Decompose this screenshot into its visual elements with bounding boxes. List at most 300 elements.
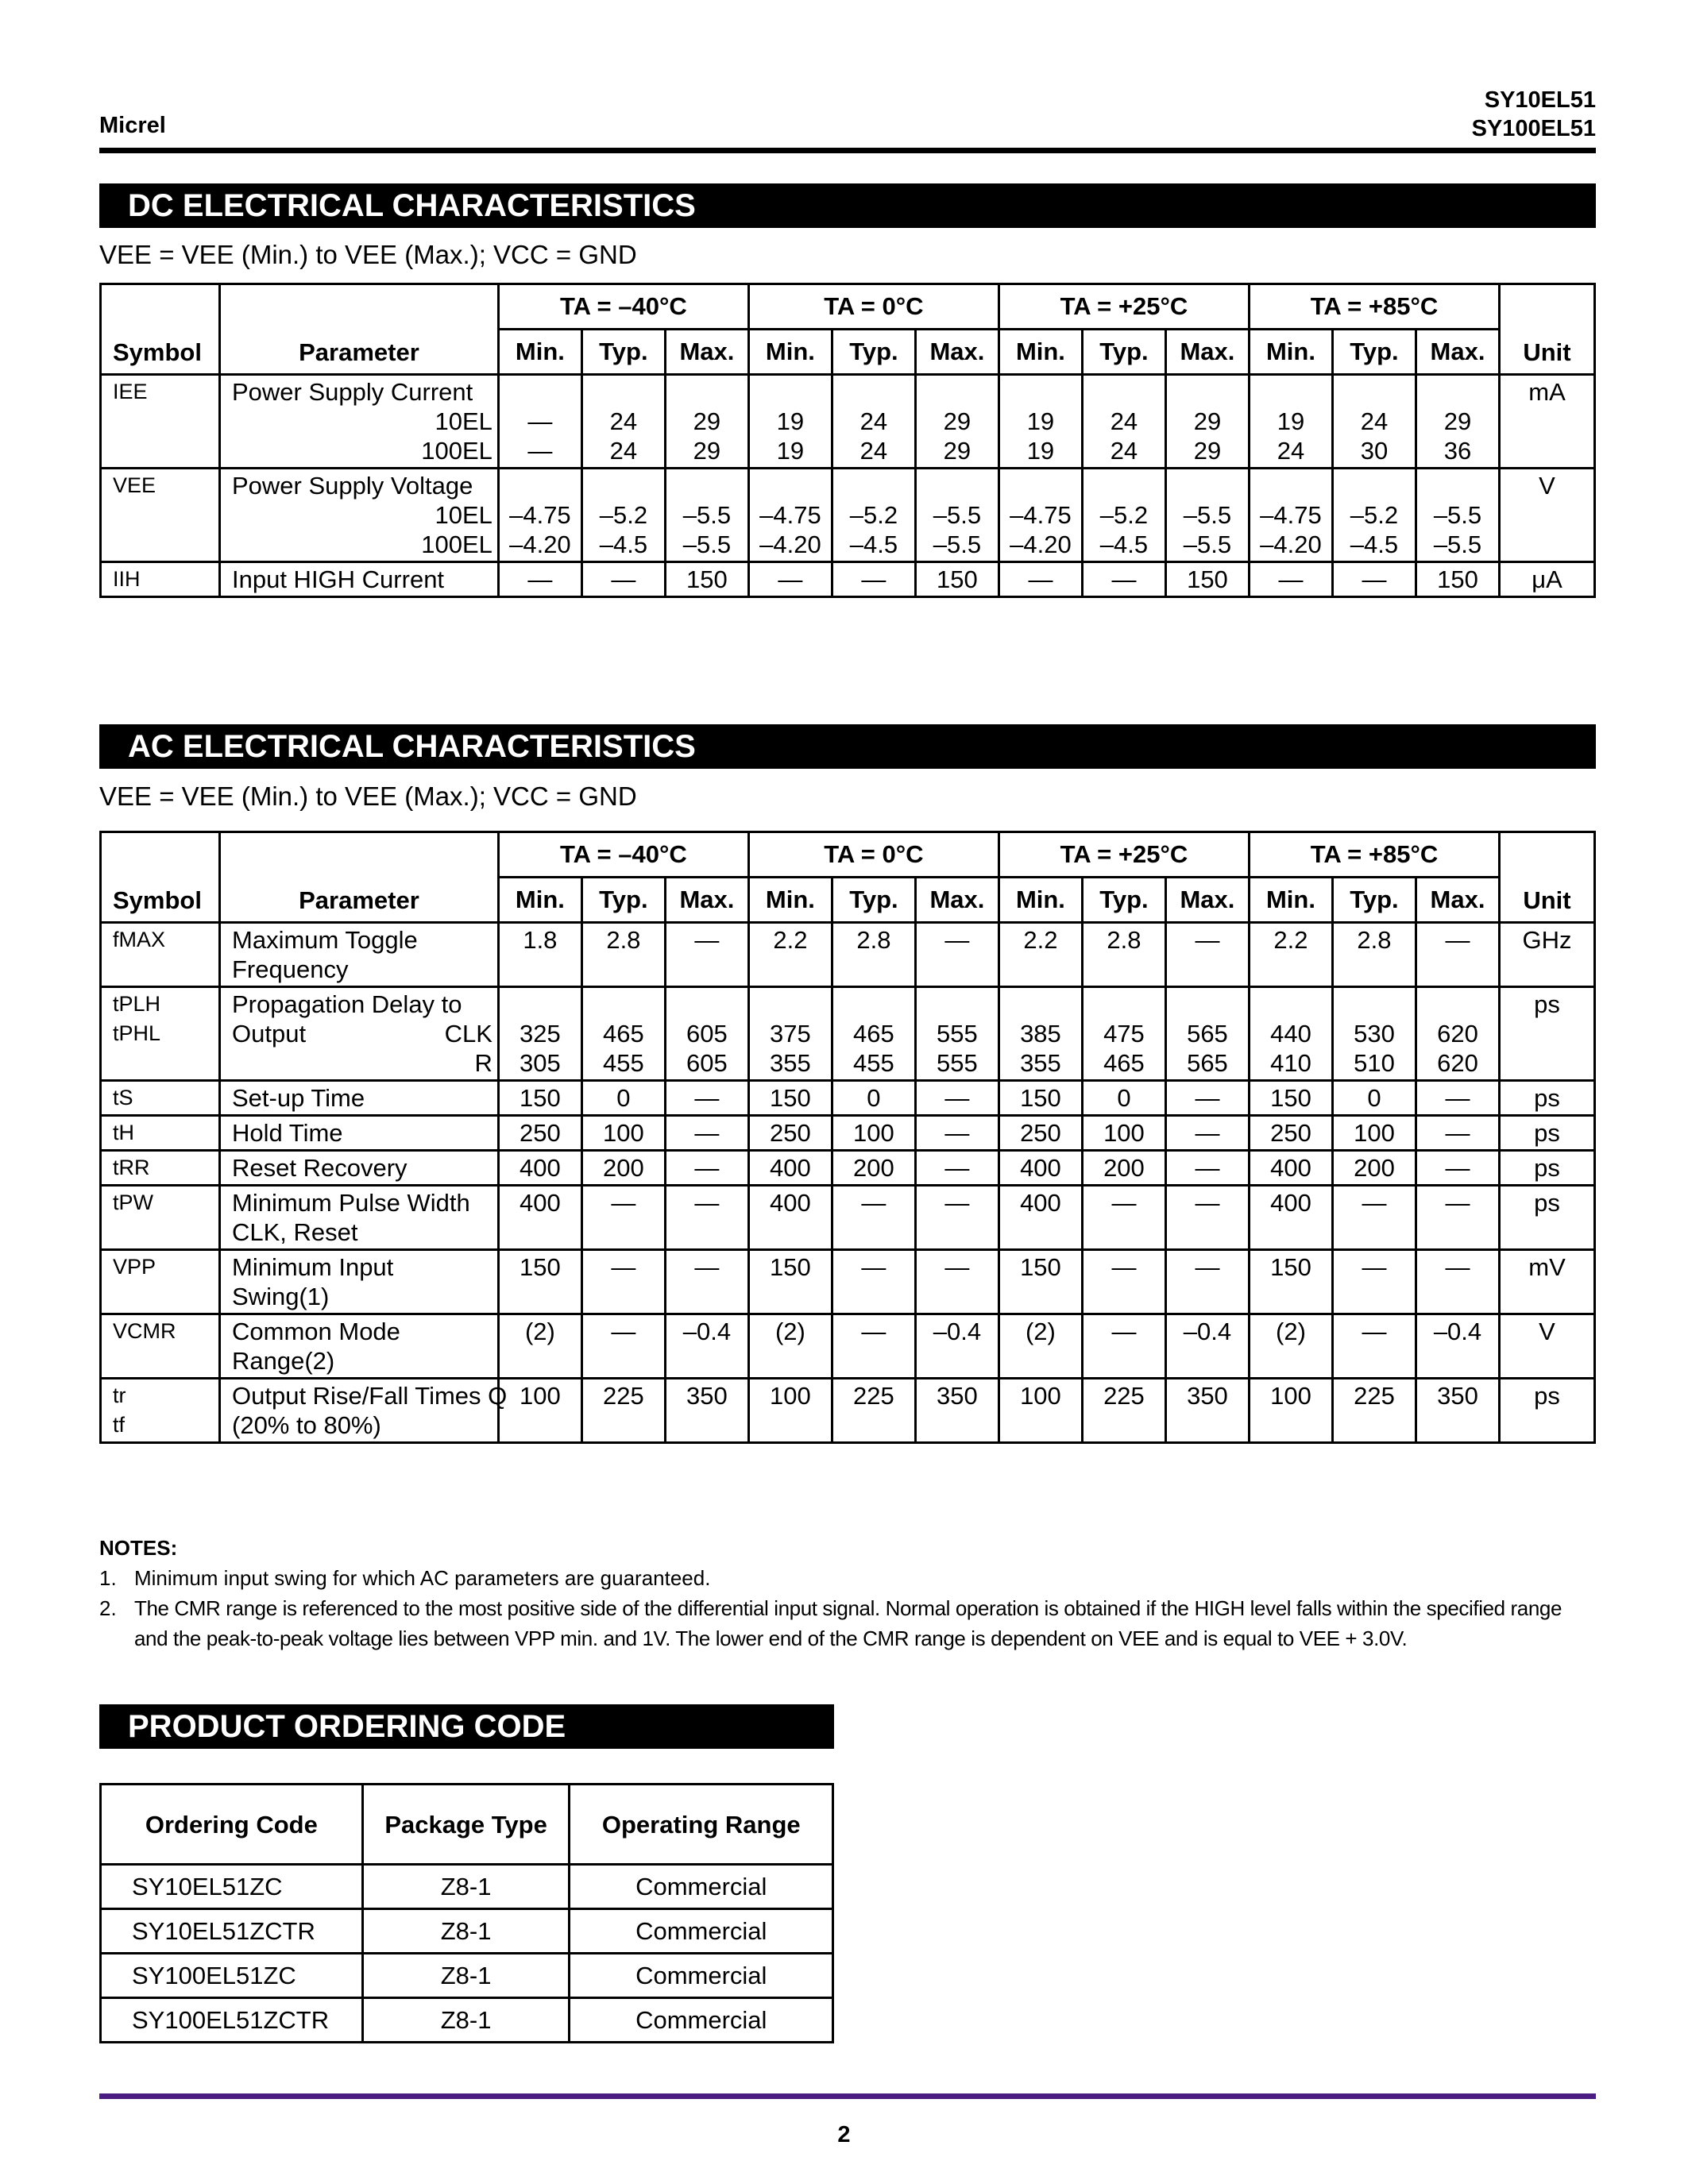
note-number: 1. <box>99 1566 117 1590</box>
ordering-cell: Z8-1 <box>362 1954 570 1998</box>
note-item <box>99 1593 1601 1653</box>
value-text: 355 <box>770 1049 811 1077</box>
value-text: –5.5 <box>1433 501 1482 529</box>
table-row <box>101 923 1595 987</box>
page-number: 2 <box>837 2122 851 2147</box>
value-cell <box>1082 1250 1165 1314</box>
value-text: — <box>1362 565 1387 593</box>
parameter-cell <box>220 1151 499 1186</box>
value-text: (2) <box>1276 1318 1306 1345</box>
col-header-typ: Typ. <box>581 878 665 923</box>
unit-text: V <box>1539 1318 1555 1345</box>
value-cell <box>1332 375 1416 469</box>
value-text: 19 <box>1026 407 1055 435</box>
value-text: — <box>694 1253 720 1281</box>
unit-text: GHz <box>1522 926 1572 954</box>
table-row <box>101 375 1595 469</box>
value-text: 2.8 <box>606 926 641 954</box>
col-header-unit: Unit <box>1500 284 1595 375</box>
value-text: 250 <box>1020 1119 1061 1147</box>
value-text: 19 <box>776 437 805 465</box>
value-cell <box>1416 1186 1499 1250</box>
value-text: 2.8 <box>856 926 891 954</box>
symbol-text: tH <box>113 1121 134 1144</box>
value-cell <box>1416 923 1499 987</box>
value-text: –0.4 <box>1183 1318 1232 1345</box>
value-cell <box>498 375 581 469</box>
value-cell <box>915 375 999 469</box>
value-cell <box>915 1186 999 1250</box>
parameter-text: Maximum Toggle <box>232 926 418 954</box>
symbol-text: tr <box>113 1383 126 1407</box>
col-header-parameter: Parameter <box>220 832 499 923</box>
symbol-text: tS <box>113 1086 133 1109</box>
col-header-temperature: TA = –40°C <box>498 832 748 878</box>
value-text: 465 <box>603 1020 644 1048</box>
value-cell <box>1249 1250 1332 1314</box>
ordering-table <box>99 1783 834 2043</box>
value-text: 325 <box>520 1020 561 1048</box>
value-cell <box>999 1250 1082 1314</box>
value-text: 555 <box>937 1049 978 1077</box>
value-text: 565 <box>1187 1049 1228 1077</box>
value-cell <box>665 923 748 987</box>
value-text: 200 <box>1354 1154 1395 1182</box>
value-text: 400 <box>1020 1189 1061 1217</box>
value-cell <box>1332 987 1416 1081</box>
symbol-cell <box>101 1116 220 1151</box>
value-cell <box>748 1314 832 1379</box>
value-text: –5.5 <box>1183 501 1232 529</box>
value-cell <box>1249 1186 1332 1250</box>
col-header-temperature: TA = 0°C <box>748 284 999 330</box>
value-text: (2) <box>524 1318 555 1345</box>
table-row <box>101 562 1595 597</box>
symbol-text: tf <box>113 1413 126 1437</box>
value-cell <box>581 1379 665 1443</box>
symbol-text: tPLH <box>113 992 161 1016</box>
col-header-temperature: TA = –40°C <box>498 284 748 330</box>
value-cell <box>1416 1314 1499 1379</box>
value-text: 24 <box>609 437 638 465</box>
value-text: 400 <box>1270 1189 1311 1217</box>
value-cell <box>748 923 832 987</box>
value-cell <box>1082 1081 1165 1116</box>
value-text: 200 <box>853 1154 894 1182</box>
symbol-text: tPHL <box>113 1021 161 1045</box>
col-header-temperature: TA = +25°C <box>999 284 1249 330</box>
ac-characteristics-table <box>99 831 1596 1444</box>
value-cell <box>1165 562 1249 597</box>
unit-text: V <box>1539 472 1555 500</box>
value-cell <box>1249 923 1332 987</box>
symbol-cell <box>101 375 220 469</box>
value-text: (2) <box>774 1318 805 1345</box>
value-text: –4.75 <box>759 501 821 529</box>
value-cell <box>999 987 1082 1081</box>
unit-text: ps <box>1534 990 1560 1018</box>
ordering-row <box>101 1909 833 1954</box>
value-text: 440 <box>1270 1020 1311 1048</box>
value-cell <box>999 375 1082 469</box>
value-cell <box>1332 1116 1416 1151</box>
value-text: –5.5 <box>682 501 732 529</box>
parameter-text: Range(2) <box>232 1347 335 1375</box>
value-text: 605 <box>686 1020 728 1048</box>
value-cell <box>498 1081 581 1116</box>
parameter-cell <box>220 1379 508 1443</box>
parameter-text: Set-up Time <box>232 1084 365 1112</box>
value-cell <box>748 375 832 469</box>
value-text: 150 <box>686 565 728 593</box>
value-text: 250 <box>520 1119 561 1147</box>
col-header-typ: Typ. <box>832 878 915 923</box>
ordering-col-header: Package Type <box>362 1785 570 1865</box>
value-cell <box>1165 1186 1249 1250</box>
value-cell <box>1249 1116 1332 1151</box>
value-text: –4.20 <box>509 531 571 558</box>
value-text: — <box>611 1318 636 1345</box>
value-text: — <box>694 1189 720 1217</box>
value-cell <box>832 1314 915 1379</box>
value-text: 150 <box>1437 565 1478 593</box>
value-cell <box>832 987 915 1081</box>
value-text: 150 <box>937 565 978 593</box>
notes <box>99 1533 1601 1653</box>
parameter-sub-label: 100EL <box>421 531 492 558</box>
parameter-text: Output Rise/Fall Times Q <box>232 1382 508 1410</box>
ordering-cell: Z8-1 <box>362 1998 570 2043</box>
value-text: — <box>694 1084 720 1112</box>
parameter-text: Input HIGH Current <box>232 565 445 593</box>
unit-text: ps <box>1534 1382 1560 1410</box>
value-cell <box>1082 1186 1165 1250</box>
unit-cell <box>1500 1186 1595 1250</box>
value-cell <box>915 1081 999 1116</box>
value-text: — <box>1195 1189 1220 1217</box>
unit-cell <box>1500 1116 1595 1151</box>
value-text: 200 <box>1103 1154 1145 1182</box>
value-text: 1.8 <box>523 926 558 954</box>
value-cell <box>581 987 665 1081</box>
value-cell <box>665 1250 748 1314</box>
symbol-cell <box>101 1250 220 1314</box>
col-header-min: Min. <box>999 330 1082 375</box>
unit-text: mV <box>1528 1253 1566 1281</box>
col-header-min: Min. <box>999 878 1082 923</box>
value-cell <box>1332 1186 1416 1250</box>
value-text: 2.2 <box>1023 926 1058 954</box>
table-row <box>101 1186 1595 1250</box>
value-text: 100 <box>853 1119 894 1147</box>
parameter-cell <box>220 923 499 987</box>
value-text: 410 <box>1270 1049 1311 1077</box>
value-text: 29 <box>693 437 721 465</box>
value-text: 150 <box>1270 1253 1311 1281</box>
value-text: 150 <box>1020 1253 1061 1281</box>
value-cell <box>498 1116 581 1151</box>
unit-cell <box>1500 1081 1595 1116</box>
value-text: — <box>611 1189 636 1217</box>
value-text: — <box>1278 565 1304 593</box>
value-text: — <box>1445 1154 1470 1182</box>
col-header-max: Max. <box>915 878 999 923</box>
value-cell <box>748 1081 832 1116</box>
value-text: — <box>1195 926 1220 954</box>
symbol-text: IEE <box>113 380 148 403</box>
parameter-cell <box>220 562 499 597</box>
col-header-min: Min. <box>498 330 581 375</box>
table-row <box>101 1379 1595 1443</box>
col-header-max: Max. <box>1165 330 1249 375</box>
symbol-text: IIH <box>113 567 141 591</box>
value-text: — <box>1445 1084 1470 1112</box>
table-row <box>101 1250 1595 1314</box>
dc-section-title: DC ELECTRICAL CHARACTERISTICS <box>99 183 1596 228</box>
value-cell <box>748 562 832 597</box>
parameter-text: Minimum Pulse Width <box>232 1189 470 1217</box>
value-cell <box>1249 375 1332 469</box>
value-cell <box>665 1116 748 1151</box>
parameter-sub-label: 100EL <box>421 437 492 465</box>
value-text: 400 <box>1020 1154 1061 1182</box>
value-text: 350 <box>1437 1382 1478 1410</box>
value-cell <box>748 469 832 562</box>
value-cell <box>748 1151 832 1186</box>
value-cell <box>1165 923 1249 987</box>
symbol-cell <box>101 1379 220 1443</box>
parameter-text: CLK, Reset <box>232 1218 358 1246</box>
value-text: –4.20 <box>1010 531 1072 558</box>
col-header-max: Max. <box>1416 878 1499 923</box>
parameter-text: Output <box>232 1020 307 1048</box>
col-header-typ: Typ. <box>832 330 915 375</box>
ordering-cell: Commercial <box>570 1909 833 1954</box>
value-cell <box>1165 375 1249 469</box>
symbol-cell <box>101 1081 220 1116</box>
parameter-cell <box>220 469 499 562</box>
parameter-cell <box>220 1081 499 1116</box>
value-cell <box>1416 987 1499 1081</box>
value-text: — <box>611 1253 636 1281</box>
value-text: 555 <box>937 1020 978 1048</box>
parameter-text: Power Supply Voltage <box>232 472 473 500</box>
value-text: — <box>694 1119 720 1147</box>
symbol-cell <box>101 469 220 562</box>
value-text: 100 <box>520 1382 561 1410</box>
value-cell <box>1249 1314 1332 1379</box>
value-cell <box>1249 1151 1332 1186</box>
value-text: — <box>527 407 553 435</box>
ordering-row <box>101 1954 833 1998</box>
ordering-cell: SY10EL51ZC <box>101 1865 363 1909</box>
value-cell <box>832 1151 915 1186</box>
value-text: 150 <box>1187 565 1228 593</box>
parameter-line <box>232 1019 492 1048</box>
ordering-section-title: PRODUCT ORDERING CODE <box>99 1704 834 1749</box>
value-text: 2.8 <box>1107 926 1141 954</box>
value-cell <box>1165 1151 1249 1186</box>
value-text: 150 <box>770 1084 811 1112</box>
ordering-row <box>101 1998 833 2043</box>
value-text: 0 <box>1117 1084 1131 1112</box>
value-text: — <box>1195 1253 1220 1281</box>
value-text: — <box>1111 565 1137 593</box>
value-cell <box>832 1081 915 1116</box>
table-row <box>101 987 1595 1081</box>
col-header-min: Min. <box>1249 878 1332 923</box>
parameter-sub-label: CLK <box>444 1020 492 1048</box>
value-text: — <box>944 1253 970 1281</box>
value-text: 30 <box>1360 437 1389 465</box>
value-text: 475 <box>1103 1020 1145 1048</box>
col-header-typ: Typ. <box>1332 878 1416 923</box>
value-cell <box>665 375 748 469</box>
value-cell <box>915 987 999 1081</box>
unit-cell <box>1500 1314 1595 1379</box>
unit-cell <box>1500 562 1595 597</box>
value-text: –4.5 <box>1099 531 1149 558</box>
dc-conditions: VEE = VEE (Min.) to VEE (Max.); VCC = GND <box>99 240 637 269</box>
value-cell <box>665 1186 748 1250</box>
value-cell <box>999 1314 1082 1379</box>
value-text: — <box>1362 1318 1387 1345</box>
value-cell <box>1416 375 1499 469</box>
parameter-sub-label: 10EL <box>435 407 492 435</box>
value-text: 150 <box>1270 1084 1311 1112</box>
value-cell <box>1165 469 1249 562</box>
value-cell <box>665 1151 748 1186</box>
part-number-100el: SY100EL51 <box>1471 116 1596 141</box>
value-cell <box>498 1151 581 1186</box>
value-cell <box>581 375 665 469</box>
value-cell <box>1416 469 1499 562</box>
value-cell <box>1249 1379 1332 1443</box>
value-cell <box>1332 469 1416 562</box>
value-text: 620 <box>1437 1049 1478 1077</box>
value-text: 400 <box>770 1189 811 1217</box>
ordering-cell: Commercial <box>570 1865 833 1909</box>
ordering-cell: SY10EL51ZCTR <box>101 1909 363 1954</box>
value-cell <box>1332 1250 1416 1314</box>
symbol-text: tRR <box>113 1156 150 1179</box>
value-text: — <box>944 1154 970 1182</box>
value-text: 0 <box>1367 1084 1381 1112</box>
col-header-min: Min. <box>748 878 832 923</box>
value-text: –4.20 <box>759 531 821 558</box>
value-cell <box>1332 1314 1416 1379</box>
col-header-symbol: Symbol <box>101 832 220 923</box>
parameter-text: (20% to 80%) <box>232 1411 381 1439</box>
ordering-cell: SY100EL51ZC <box>101 1954 363 1998</box>
value-cell <box>832 923 915 987</box>
value-cell <box>1082 923 1165 987</box>
value-text: — <box>1445 926 1470 954</box>
value-text: 100 <box>1270 1382 1311 1410</box>
value-text: 400 <box>520 1189 561 1217</box>
value-cell <box>999 562 1082 597</box>
value-text: 19 <box>776 407 805 435</box>
col-header-temperature: TA = +25°C <box>999 832 1249 878</box>
value-text: 24 <box>859 437 888 465</box>
ordering-cell: Commercial <box>570 1998 833 2043</box>
value-text: 225 <box>603 1382 644 1410</box>
value-text: — <box>944 1119 970 1147</box>
value-text: 36 <box>1443 437 1472 465</box>
value-cell <box>915 1151 999 1186</box>
ac-section-title: AC ELECTRICAL CHARACTERISTICS <box>99 724 1596 769</box>
value-text: 24 <box>1110 437 1138 465</box>
ordering-row <box>101 1865 833 1909</box>
col-header-min: Min. <box>1249 330 1332 375</box>
table-row <box>101 1314 1595 1379</box>
value-text: 24 <box>609 407 638 435</box>
value-text: 29 <box>1193 407 1222 435</box>
value-text: –0.4 <box>933 1318 982 1345</box>
table-row <box>101 1116 1595 1151</box>
value-cell <box>581 469 665 562</box>
value-cell <box>999 1116 1082 1151</box>
value-text: 150 <box>770 1253 811 1281</box>
value-text: 19 <box>1026 437 1055 465</box>
value-cell <box>581 562 665 597</box>
value-text: 250 <box>1270 1119 1311 1147</box>
value-cell <box>1082 1379 1165 1443</box>
symbol-text: VEE <box>113 473 156 497</box>
value-cell <box>1416 562 1499 597</box>
value-text: 100 <box>770 1382 811 1410</box>
value-text: — <box>778 565 803 593</box>
value-cell <box>1416 1379 1499 1443</box>
value-cell <box>832 1186 915 1250</box>
value-cell <box>1332 1151 1416 1186</box>
value-text: — <box>1362 1189 1387 1217</box>
parameter-text: Swing(1) <box>232 1283 330 1310</box>
col-header-max: Max. <box>665 330 748 375</box>
value-text: –4.5 <box>599 531 648 558</box>
value-text: 350 <box>686 1382 728 1410</box>
value-text: — <box>1445 1189 1470 1217</box>
unit-text: mA <box>1528 378 1566 406</box>
parameter-cell <box>220 1186 499 1250</box>
ordering-header-row <box>101 1785 833 1865</box>
value-cell <box>832 375 915 469</box>
unit-cell <box>1500 1151 1595 1186</box>
value-text: 24 <box>1360 407 1389 435</box>
value-cell <box>915 1314 999 1379</box>
ordering-cell: Z8-1 <box>362 1865 570 1909</box>
value-text: 225 <box>853 1382 894 1410</box>
value-cell <box>665 562 748 597</box>
value-text: –4.75 <box>509 501 571 529</box>
unit-cell <box>1500 1250 1595 1314</box>
parameter-sub-label: R <box>474 1049 492 1077</box>
value-text: — <box>1111 1318 1137 1345</box>
value-text: 400 <box>520 1154 561 1182</box>
value-cell <box>1082 1116 1165 1151</box>
value-cell <box>665 1081 748 1116</box>
header-rule <box>99 148 1596 153</box>
value-text: –5.2 <box>1099 501 1149 529</box>
value-text: — <box>1028 565 1053 593</box>
value-cell <box>832 1379 915 1443</box>
value-text: — <box>944 1084 970 1112</box>
value-text: 100 <box>1020 1382 1061 1410</box>
value-text: (2) <box>1025 1318 1056 1345</box>
value-cell <box>915 1250 999 1314</box>
value-text: 19 <box>1277 407 1305 435</box>
value-cell <box>915 1379 999 1443</box>
